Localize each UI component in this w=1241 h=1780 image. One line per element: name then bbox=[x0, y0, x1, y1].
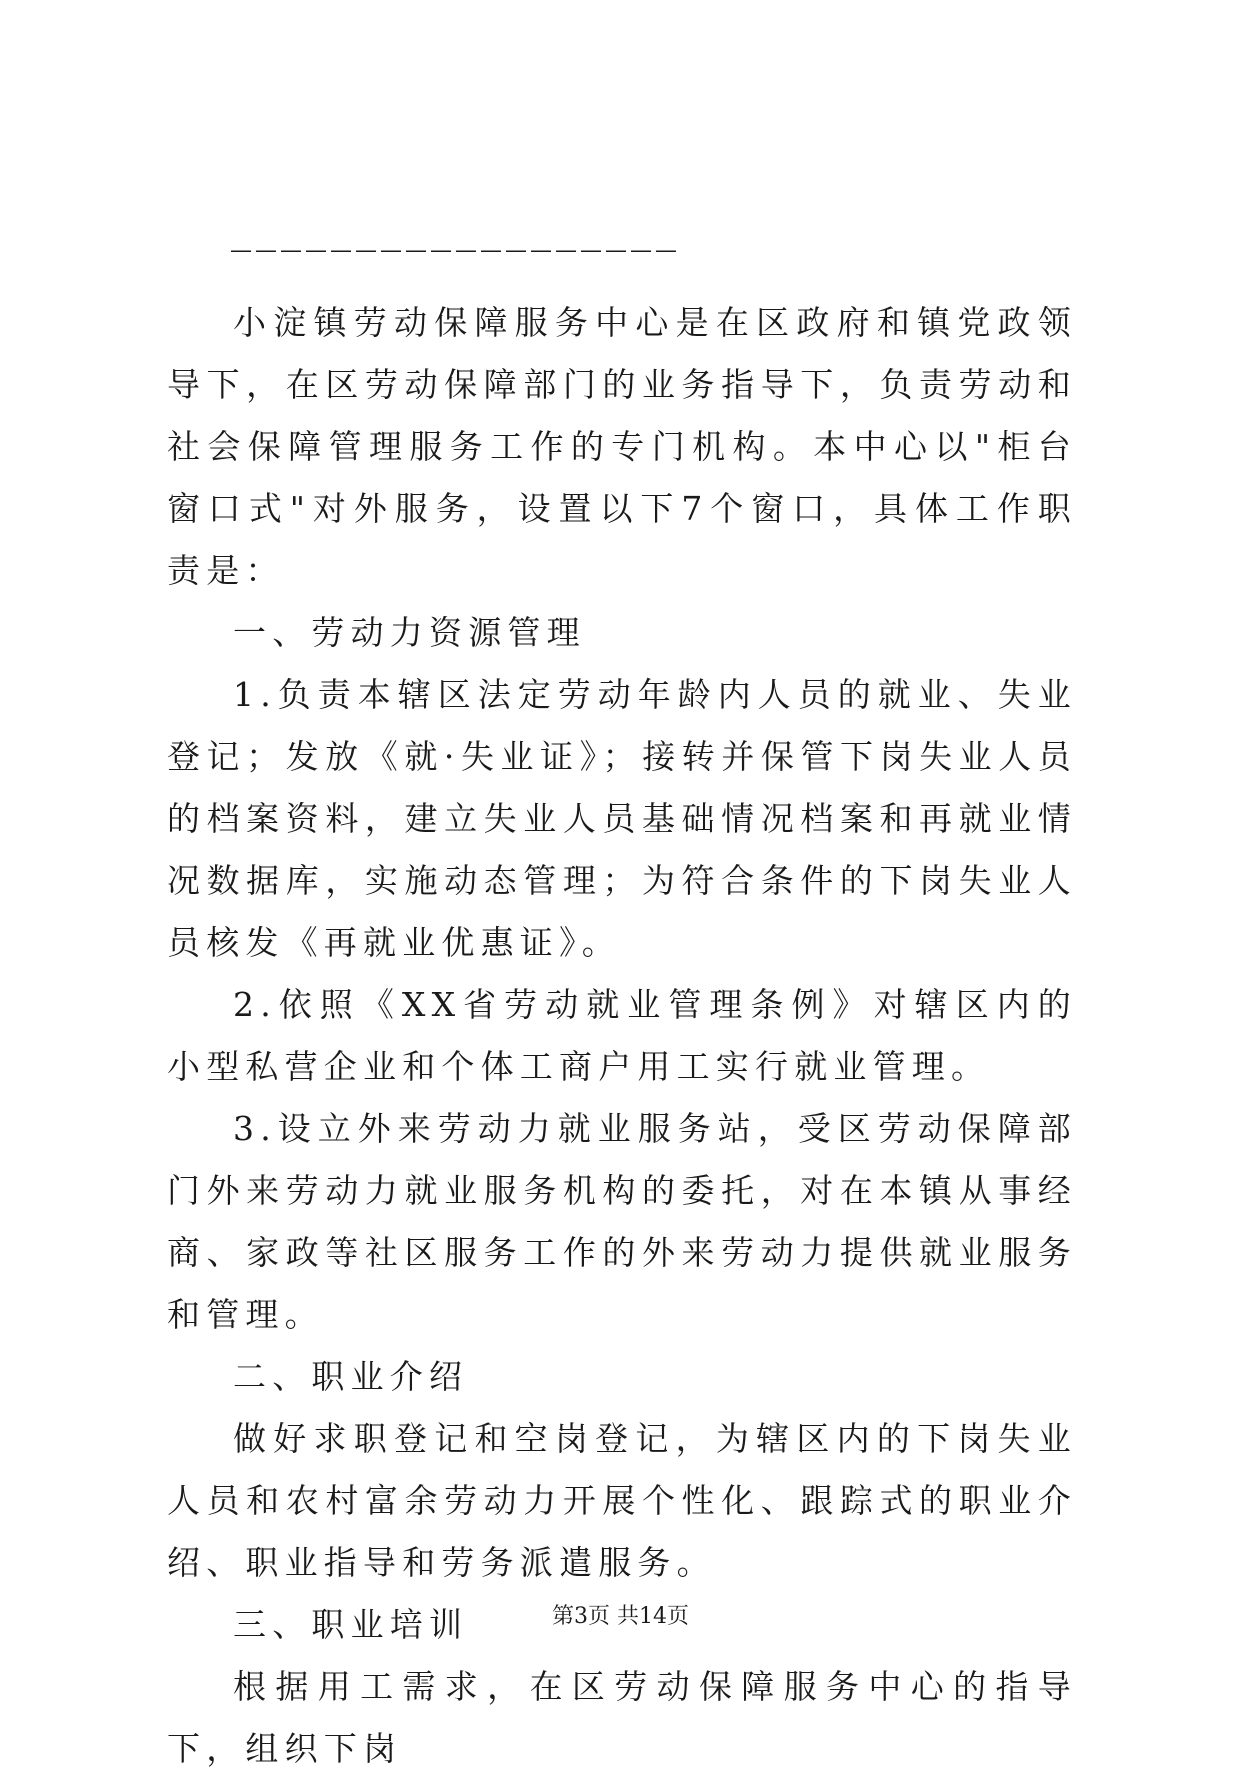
paragraph-intro: 小淀镇劳动保障服务中心是在区政府和镇党政领导下，在区劳动保障部门的业务指导下，负责劳动和社会保障管理服务工作的专门机构。本中心以"柜台窗口式"对外服务，设置以下7个窗口，具体工作职责是： bbox=[167, 303, 1077, 590]
page-footer: 第3页 共14页 bbox=[552, 1604, 689, 1629]
paragraph-job-referral: 做好求职登记和空岗登记，为辖区内的下岗失业人员和农村富余劳动力开展个性化、跟踪式的职业介绍、职业指导和劳务派遣服务。 bbox=[167, 1419, 1077, 1582]
document-body bbox=[167, 292, 1077, 1780]
section-heading-job-referral: 二、职业介绍 bbox=[233, 1357, 469, 1396]
paragraph-item-1: 1.负责本辖区法定劳动年龄内人员的就业、失业登记；发放《就·失业证》；接转并保管下岗失业人员的档案资料，建立失业人员基础情况档案和再就业情况数据库，实施动态管理；为符合条件的下岗失业人员核发《再就业优惠证》。 bbox=[167, 675, 1077, 962]
paragraph-item-2: 2.依照《XX省劳动就业管理条例》对辖区内的小型私营企业和个体工商户用工实行就业管理。 bbox=[167, 985, 1077, 1086]
paragraph-item-3: 3.设立外来劳动力就业服务站，受区劳动保障部门外来劳动力就业服务机构的委托，对在本镇从事经商、家政等社区服务工作的外来劳动力提供就业服务和管理。 bbox=[167, 1109, 1077, 1334]
separator-line: —————————————————— bbox=[230, 238, 680, 263]
paragraph-vocational-training: 根据用工需求，在区劳动保障服务中心的指导下，组织下岗 bbox=[167, 1667, 1077, 1768]
section-heading-vocational-training: 三、职业培训 bbox=[233, 1605, 469, 1644]
section-heading-labor-resources: 一、劳动力资源管理 bbox=[233, 613, 586, 652]
